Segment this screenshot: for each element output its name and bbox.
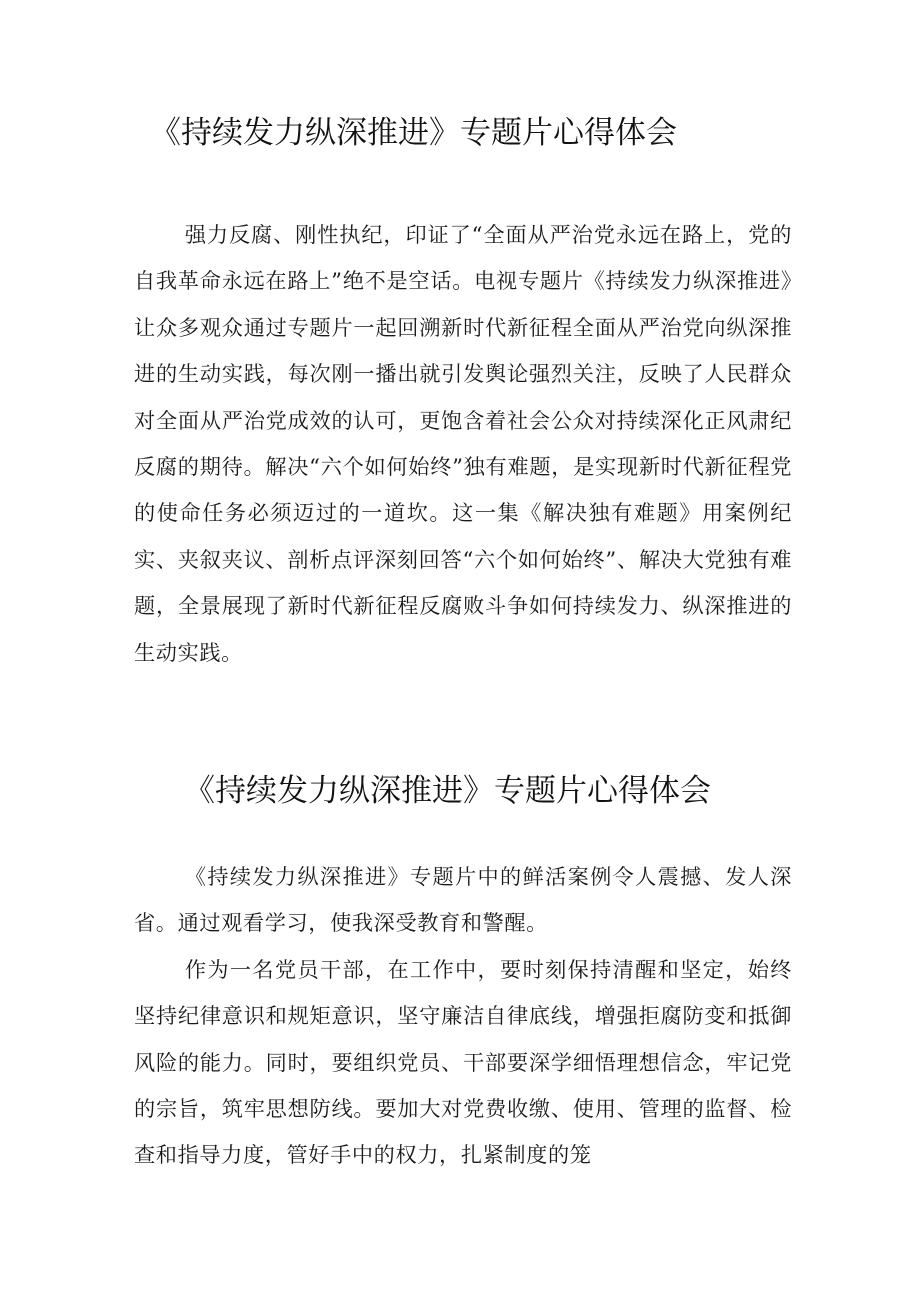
paragraph: 《持续发力纵深推进》专题片中的鲜活案例令人震撼、发人深省。通过观看学习，使我深受教育和警醒。 <box>134 864 792 936</box>
article-body-1 <box>134 212 792 676</box>
paragraph: 强力反腐、刚性执纪，印证了“全面从严治党永远在路上，党的自我革命永远在路上”绝不是空话。电视专题片《持续发力纵深推进》让众多观众通过专题片一起回溯新时代新征程全面从严治党向纵深推进的生动实践，每次刚一播出就引发舆论强烈关注，反映了人民群众对全面从严治党成效的认可，更饱含着社会公众对持续深化正风肃纪反腐的期待。解决“六个如何始终”独有难题，是实现新时代新征程党的使命任务必须迈过的一道坎。这一集《解决独有难题》用案例纪实、夹叙夹议、剖析点评深刻回答“六个如何始终”、解决大党独有难题，全景展现了新时代新征程反腐败斗争如何持续发力、纵深推进的生动实践。 <box>134 222 792 665</box>
article-section-2 <box>0 766 920 1168</box>
article-body-2 <box>134 854 792 1179</box>
article-title-1: 《持续发力纵深推进》专题片心得体会 <box>150 115 677 151</box>
article-section-1 <box>0 108 920 665</box>
article-title-2: 《持续发力纵深推进》专题片心得体会 <box>184 773 711 809</box>
paragraph: 作为一名党员干部，在工作中，要时刻保持清醒和坚定，始终坚持纪律意识和规矩意识，坚守廉洁自律底线，增强拒腐防变和抵御风险的能力。同时，要组织党员、干部要深学细悟理想信念，牢记党的宗旨，筑牢思想防线。要加大对党费收缴、使用、管理的监督、检查和指导力度，管好手中的权力，扎紧制度的笼 <box>134 956 792 1168</box>
